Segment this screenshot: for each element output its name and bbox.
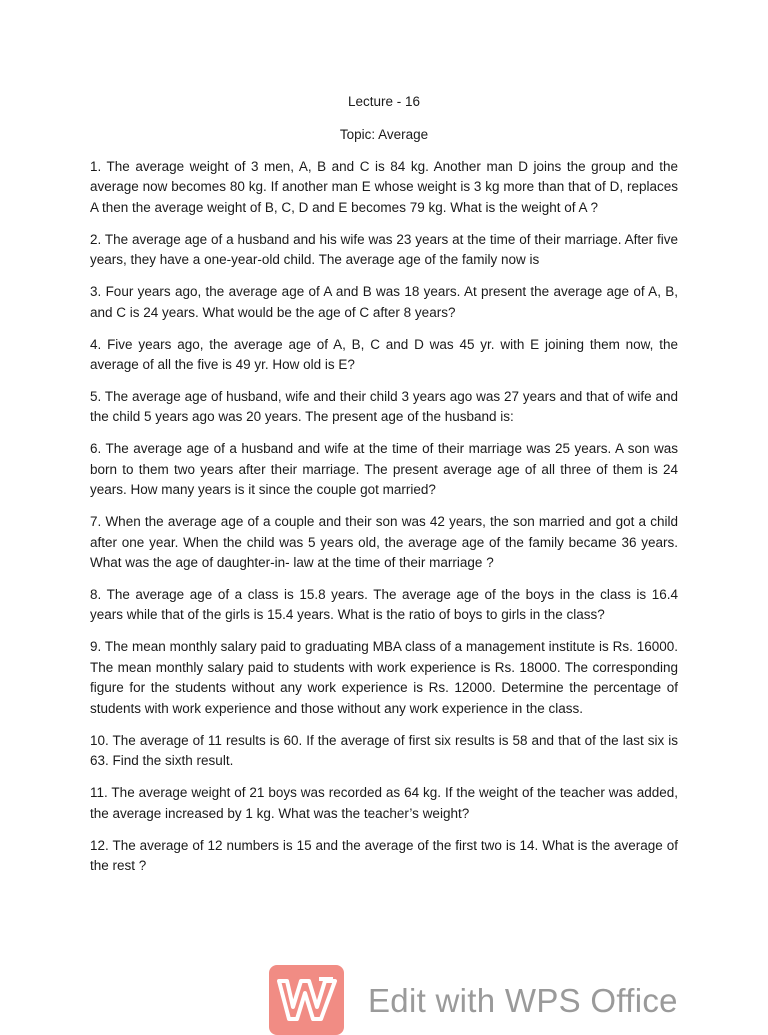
- question-item: 2. The average age of a husband and his wife was 23 years at the time of their marriage. After five years, they have a one-year-old child. The average age of the family now is: [90, 231, 678, 268]
- wps-watermark-text: Edit with WPS Office: [368, 982, 678, 1019]
- wps-logo-icon: [269, 965, 344, 1035]
- question-item: 6. The average age of a husband and wife at the time of their marriage was 25 years. A son was born to them two years after their marriage. The present average age of all three of them is 24 years. How many years is it since the couple got married?: [90, 441, 678, 498]
- topic-heading: Topic: Average: [339, 127, 429, 142]
- question-item: 4. Five years ago, the average age of A, B, C and D was 45 yr. with E joining them now, the average of all the five is 49 yr. How old is E?: [90, 336, 678, 373]
- question-item: 9. The mean monthly salary paid to graduating MBA class of a management institute is Rs. 16000. The mean monthly salary paid to students with work experience is Rs. 18000. The corresponding figure for the students without any work experience is Rs. 12000. Determine the percentage of students with work experience and those without any work experience in the class.: [90, 639, 678, 716]
- lecture-title: Lecture - 16: [347, 94, 421, 109]
- question-item: 8. The average age of a class is 15.8 years. The average age of the boys in the class is 16.4 years while that of the girls is 15.4 years. What is the ratio of boys to girls in the class?: [90, 587, 678, 623]
- question-item: 11. The average weight of 21 boys was recorded as 64 kg. If the weight of the teacher was added, the average increased by 1 kg. What was the teacher’s weight?: [90, 785, 678, 821]
- wps-watermark[interactable]: [269, 965, 699, 1024]
- question-list: [90, 157, 678, 876]
- question-item: 12. The average of 12 numbers is 15 and the average of the first two is 14. What is the average of the rest ?: [90, 837, 678, 873]
- question-item: 5. The average age of husband, wife and their child 3 years ago was 27 years and that of wife and the child 5 years ago was 20 years. The present age of the husband is:: [90, 389, 678, 425]
- question-item: 7. When the average age of a couple and their son was 42 years, the son married and got a child after one year. When the child was 5 years old, the average age of the family became 36 years. What was the age of daughter-in- law at the time of their marriage ?: [90, 514, 678, 571]
- document-page: [90, 92, 678, 888]
- question-item: 10. The average of 11 results is 60. If the average of first six results is 58 and that of the last six is 63. Find the sixth result.: [90, 732, 678, 769]
- question-item: 1. The average weight of 3 men, A, B and C is 84 kg. Another man D joins the group and the average now becomes 80 kg. If another man E whose weight is 3 kg more than that of D, replaces A then the average weight of B, C, D and E becomes 79 kg. What is the weight of A ?: [90, 159, 678, 215]
- question-item: 3. Four years ago, the average age of A and B was 18 years. At present the average age of A, B, and C is 24 years. What would be the age of C after 8 years?: [90, 284, 678, 320]
